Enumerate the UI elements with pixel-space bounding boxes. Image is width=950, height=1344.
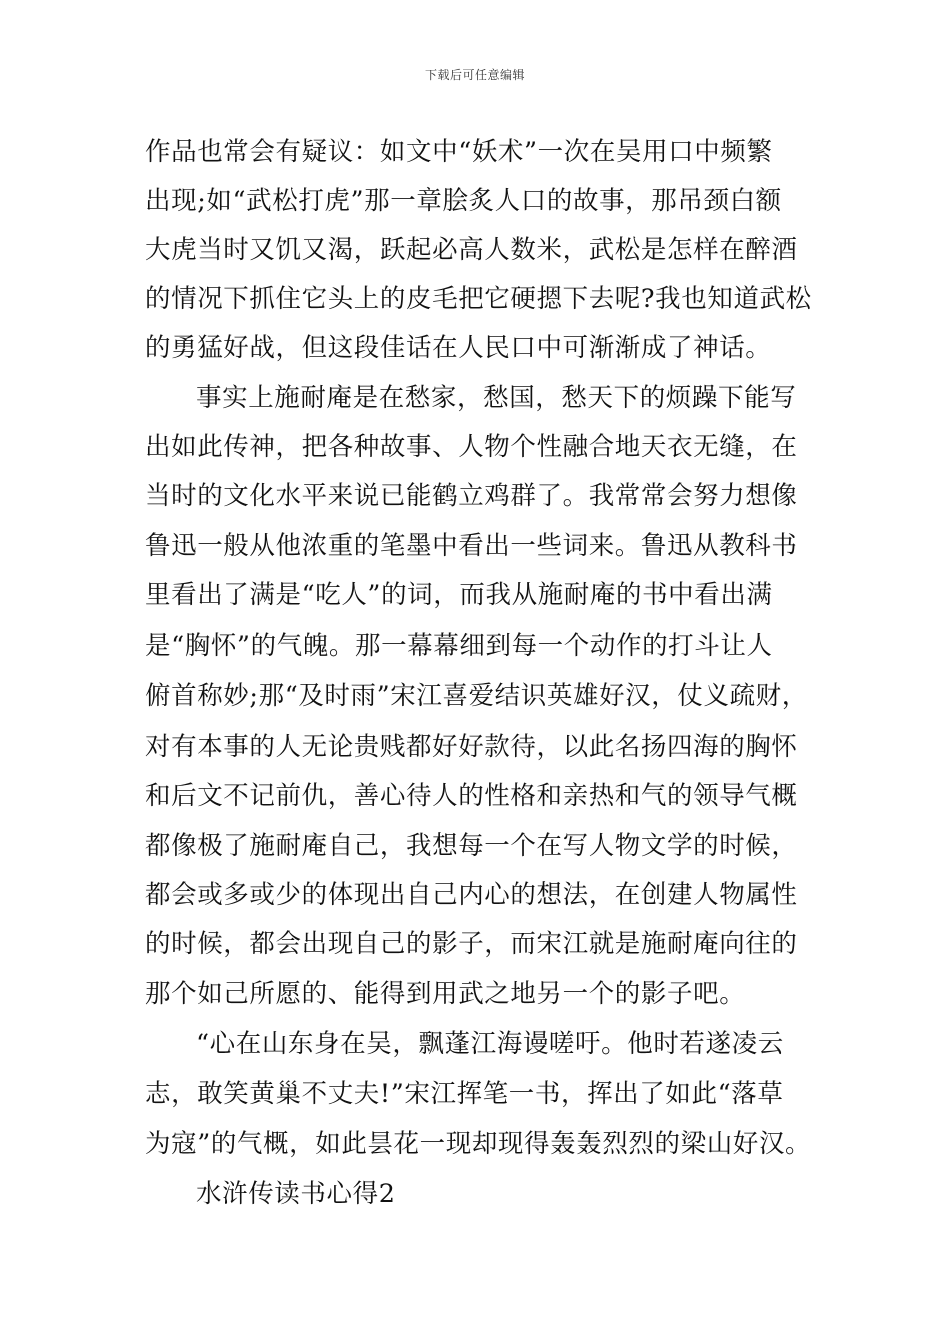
text-line: 为寇”的气概，如此昙花一现却现得轰轰烈烈的梁山好汉。 [145, 1129, 812, 1159]
text-line: 都会或多或少的体现出自己内心的想法，在创建人物属性 [145, 880, 798, 910]
text-line: 大虎当时又饥又渴，跃起必高人数米，武松是怎样在醉酒 [145, 235, 798, 265]
page-header: 下载后可任意编辑 [424, 68, 525, 82]
text-line: 志，敢笑黄巢不丈夫!”宋江挥笔一书，挥出了如此“落草 [145, 1079, 784, 1109]
text-line: 和后文不记前仇，善心待人的性格和亲热和气的领导气概 [145, 781, 798, 811]
paragraph-first-line: 事实上施耐庵是在愁家，愁国，愁天下的烦躁下能写 [196, 383, 797, 413]
text-line: 出现;如“武松打虎”那一章脍炙人口的故事，那吊颈白额 [145, 186, 782, 216]
text-line: 作品也常会有疑议：如文中“妖术”一次在吴用口中频繁 [145, 137, 773, 167]
text-line: 出如此传神，把各种故事、人物个性融合地天衣无缝，在 [145, 432, 798, 462]
text-line: 那个如己所愿的、能得到用武之地另一个的影子吧。 [145, 979, 746, 1009]
paragraph-first-line: “心在山东身在吴，飘蓬江海谩嗟吁。他时若遂凌云 [196, 1029, 784, 1059]
text-line: 里看出了满是“吃人”的词，而我从施耐庵的书中看出满 [145, 580, 773, 610]
text-line: 鲁迅一般从他浓重的笔墨中看出一些词来。鲁迅从教科书 [145, 531, 798, 561]
text-line: 都像极了施耐庵自己，我想每一个在写人物文学的时候， [145, 831, 798, 861]
text-line: 俯首称妙;那“及时雨”宋江喜爱结识英雄好汉，仗义疏财， [145, 681, 808, 711]
section-heading: 水浒传读书心得2 [196, 1179, 396, 1209]
text-line: 的勇猛好战，但这段佳话在人民口中可渐渐成了神话。 [145, 333, 772, 363]
text-line: 的时候，都会出现自己的影子，而宋江就是施耐庵向往的 [145, 929, 798, 959]
text-line: 对有本事的人无论贵贱都好好款待，以此名扬四海的胸怀 [145, 732, 798, 762]
text-line: 是“胸怀”的气魄。那一幕幕细到每一个动作的打斗让人 [145, 631, 773, 661]
text-line: 当时的文化水平来说已能鹤立鸡群了。我常常会努力想像 [145, 481, 798, 511]
text-line: 的情况下抓住它头上的皮毛把它硬摁下去呢?我也知道武松 [145, 284, 812, 314]
